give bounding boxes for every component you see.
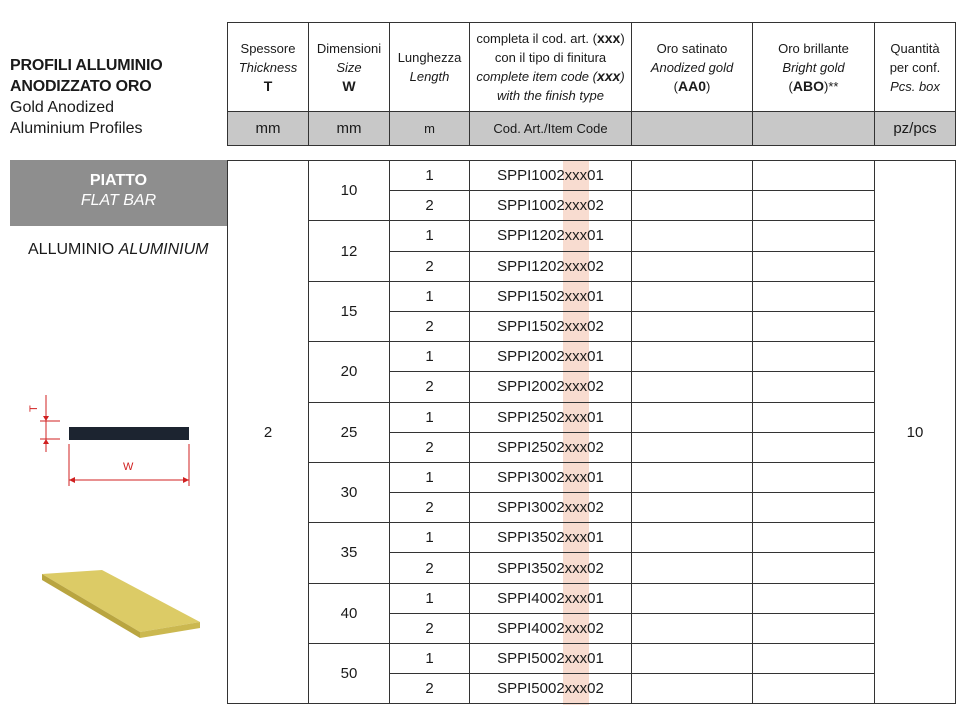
item-code-text: SPPI3002xxx01 <box>497 468 604 486</box>
length-value: 2 <box>390 613 470 643</box>
table-row <box>228 221 956 251</box>
col-code-header: completa il cod. art. (xxx) con il tipo di finitura complete item code (xxx) with the finish type <box>470 23 632 112</box>
satin-gold-cell <box>632 553 753 583</box>
table-row <box>228 281 956 311</box>
flat-bar-section <box>69 427 189 440</box>
table-row <box>228 161 956 191</box>
size-value: 35 <box>309 523 390 583</box>
length-value: 1 <box>390 462 470 492</box>
item-code <box>470 402 632 432</box>
item-code <box>470 523 632 553</box>
satin-gold-cell <box>632 523 753 553</box>
length-value: 2 <box>390 372 470 402</box>
item-code <box>470 583 632 613</box>
size-value: 30 <box>309 462 390 522</box>
bright-gold-cell <box>753 311 875 341</box>
item-code-text: SPPI3002xxx02 <box>497 499 604 517</box>
bright-gold-cell <box>753 613 875 643</box>
bright-gold-cell <box>753 342 875 372</box>
item-code-text: SPPI1202xxx01 <box>497 227 604 245</box>
item-code <box>470 644 632 674</box>
title-line-2: ANODIZZATO ORO <box>10 78 152 95</box>
item-code-text: SPPI2002xxx02 <box>497 378 604 396</box>
size-value: 15 <box>309 281 390 341</box>
unit-bright <box>753 112 875 146</box>
length-value: 1 <box>390 523 470 553</box>
material-italian: ALLUMINIO <box>28 241 115 258</box>
length-value: 1 <box>390 221 470 251</box>
unit-satin <box>632 112 753 146</box>
col-length-header: Lunghezza Length <box>390 23 470 112</box>
item-code-text: SPPI1202xxx02 <box>497 257 604 275</box>
item-code-text: SPPI5002xxx01 <box>497 650 604 668</box>
category-box <box>10 160 227 226</box>
table-row <box>228 462 956 492</box>
unit-thickness: mm <box>228 112 309 146</box>
item-code <box>470 311 632 341</box>
length-value: 1 <box>390 161 470 191</box>
item-code-text: SPPI2002xxx01 <box>497 348 604 366</box>
header-table <box>227 22 956 146</box>
length-value: 1 <box>390 402 470 432</box>
item-code <box>470 432 632 462</box>
satin-gold-cell <box>632 342 753 372</box>
bright-gold-cell <box>753 161 875 191</box>
size-value: 25 <box>309 402 390 462</box>
item-code <box>470 281 632 311</box>
item-code-text: SPPI3502xxx02 <box>497 559 604 577</box>
bright-gold-cell <box>753 402 875 432</box>
col-satin-gold-header: Oro satinato Anodized gold (AA0) <box>632 23 753 112</box>
satin-gold-cell <box>632 613 753 643</box>
length-value: 2 <box>390 251 470 281</box>
unit-length: m <box>390 112 470 146</box>
satin-gold-cell <box>632 372 753 402</box>
bright-gold-cell <box>753 432 875 462</box>
item-code-text: SPPI1502xxx01 <box>497 287 604 305</box>
item-code-text: SPPI4002xxx02 <box>497 619 604 637</box>
bright-gold-cell <box>753 372 875 402</box>
satin-gold-cell <box>632 161 753 191</box>
table-row <box>228 523 956 553</box>
item-code <box>470 251 632 281</box>
col-thickness-header: Spessore Thickness T <box>228 23 309 112</box>
unit-qty: pz/pcs <box>875 112 956 146</box>
satin-gold-cell <box>632 674 753 704</box>
title-line-4: Aluminium Profiles <box>10 120 143 137</box>
flat-bar-3d-illustration <box>30 560 210 650</box>
length-value: 1 <box>390 644 470 674</box>
satin-gold-cell <box>632 462 753 492</box>
material-english: ALUMINIUM <box>118 241 209 258</box>
length-value: 2 <box>390 191 470 221</box>
item-code <box>470 221 632 251</box>
thickness-value: 2 <box>228 161 309 704</box>
item-code <box>470 191 632 221</box>
size-value: 40 <box>309 583 390 643</box>
size-value: 10 <box>309 161 390 221</box>
item-code <box>470 342 632 372</box>
item-code-text: SPPI4002xxx01 <box>497 589 604 607</box>
diagram-w-label: W <box>123 461 134 473</box>
item-code-text: SPPI5002xxx02 <box>497 680 604 698</box>
item-code <box>470 493 632 523</box>
satin-gold-cell <box>632 191 753 221</box>
qty-value: 10 <box>875 161 956 704</box>
length-value: 1 <box>390 583 470 613</box>
item-code <box>470 674 632 704</box>
length-value: 2 <box>390 311 470 341</box>
item-code-text: SPPI1002xxx01 <box>497 167 604 185</box>
satin-gold-cell <box>632 221 753 251</box>
bright-gold-cell <box>753 493 875 523</box>
bright-gold-cell <box>753 583 875 613</box>
table-row <box>228 402 956 432</box>
item-code <box>470 372 632 402</box>
item-code-text: SPPI1502xxx02 <box>497 318 604 336</box>
item-code-text: SPPI1002xxx02 <box>497 197 604 215</box>
bright-gold-cell <box>753 251 875 281</box>
satin-gold-cell <box>632 402 753 432</box>
bright-gold-cell <box>753 191 875 221</box>
table-row <box>228 342 956 372</box>
diagram-t-label: T <box>28 405 40 412</box>
page-title <box>10 55 225 139</box>
item-code <box>470 613 632 643</box>
col-size-header: Dimensioni Size W <box>309 23 390 112</box>
title-line-1: PROFILI ALLUMINIO <box>10 57 163 74</box>
bright-gold-cell <box>753 221 875 251</box>
product-table <box>227 160 956 704</box>
length-value: 1 <box>390 281 470 311</box>
item-code-text: SPPI3502xxx01 <box>497 529 604 547</box>
size-value: 12 <box>309 221 390 281</box>
satin-gold-cell <box>632 493 753 523</box>
bright-gold-cell <box>753 674 875 704</box>
length-value: 2 <box>390 493 470 523</box>
bright-gold-cell <box>753 644 875 674</box>
bright-gold-cell <box>753 523 875 553</box>
length-value: 2 <box>390 674 470 704</box>
col-qty-header: Quantità per conf. Pcs. box <box>875 23 956 112</box>
length-value: 2 <box>390 553 470 583</box>
category-english: FLAT BAR <box>80 192 157 209</box>
flat-bar-section-diagram <box>20 390 210 490</box>
unit-size: mm <box>309 112 390 146</box>
item-code <box>470 462 632 492</box>
satin-gold-cell <box>632 281 753 311</box>
material-label <box>28 241 208 259</box>
title-line-3: Gold Anodized <box>10 99 115 116</box>
item-code <box>470 553 632 583</box>
satin-gold-cell <box>632 583 753 613</box>
category-italian: PIATTO <box>89 172 148 189</box>
size-value: 50 <box>309 644 390 704</box>
length-value: 2 <box>390 432 470 462</box>
bright-gold-cell <box>753 281 875 311</box>
item-code <box>470 161 632 191</box>
satin-gold-cell <box>632 311 753 341</box>
unit-code: Cod. Art./Item Code <box>470 112 632 146</box>
satin-gold-cell <box>632 251 753 281</box>
bright-gold-cell <box>753 462 875 492</box>
table-row <box>228 583 956 613</box>
size-value: 20 <box>309 342 390 402</box>
satin-gold-cell <box>632 644 753 674</box>
satin-gold-cell <box>632 432 753 462</box>
table-row <box>228 644 956 674</box>
length-value: 1 <box>390 342 470 372</box>
col-bright-gold-header: Oro brillante Bright gold (ABO)** <box>753 23 875 112</box>
item-code-text: SPPI2502xxx01 <box>497 408 604 426</box>
bright-gold-cell <box>753 553 875 583</box>
item-code-text: SPPI2502xxx02 <box>497 438 604 456</box>
